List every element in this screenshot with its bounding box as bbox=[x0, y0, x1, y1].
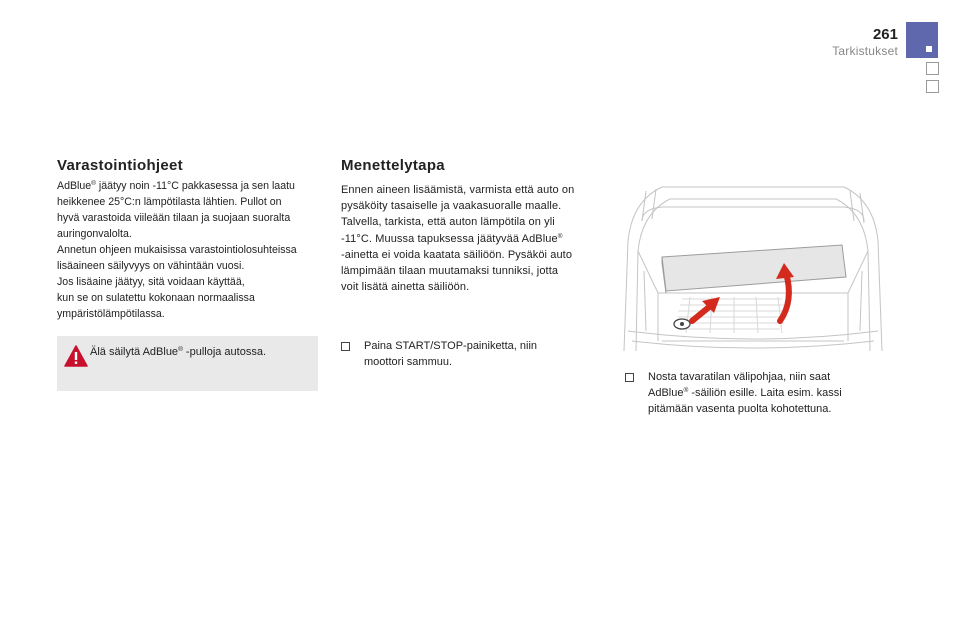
section-name: Tarkistukset bbox=[832, 44, 898, 58]
warning-icon bbox=[64, 344, 88, 368]
procedure-body bbox=[341, 182, 603, 295]
tab-marker bbox=[926, 46, 932, 52]
procedure-line: voit lisätä ainetta säiliöön. bbox=[341, 281, 470, 294]
step-1-text: Paina START/STOP-painiketta, niin moottori sammuu. bbox=[364, 340, 538, 369]
procedure-line: Talvella, tarkista, että auton lämpötila on yli bbox=[341, 216, 555, 229]
chapter-tab-box-2 bbox=[926, 80, 939, 93]
storage-line: kun se on sulatettu kokonaan normaalissa bbox=[57, 292, 255, 304]
procedure-line: lämpimään tilaan muutamaksi tunniksi, jotta bbox=[341, 265, 559, 278]
warning-callout bbox=[57, 336, 318, 391]
storage-line: Annetun ohjeen mukaisissa varastointiolosuhteissa bbox=[57, 244, 297, 256]
chapter-tab-active bbox=[906, 22, 938, 58]
procedure-line: -ainetta ei voida kaatata säiliöön. Pysäköi auto bbox=[341, 248, 573, 261]
page-number: 261 bbox=[872, 26, 898, 43]
checkbox-bullet-icon bbox=[625, 373, 634, 382]
procedure-line: pysäköity tasaiselle ja vaakasuoralle maalle. bbox=[341, 200, 562, 213]
step-2-text: Nosta tavaratilan välipohjaa, niin saat AdBlue® -säiliön esille. Laita esim. kassi pitämään vasenta puolta kohotettuna. bbox=[648, 371, 842, 416]
storage-line: auringonvalolta. bbox=[57, 228, 132, 240]
storage-line: hyvä varastoida viileään tilaan ja suojaan suoralta bbox=[57, 212, 291, 224]
chapter-tab-box-1 bbox=[926, 62, 939, 75]
trunk-illustration bbox=[622, 181, 884, 355]
storage-line: lisäaineen säilyvyys on vähintään vuosi. bbox=[57, 260, 245, 272]
warning-text: Älä säilytä AdBlue® -pulloja autossa. bbox=[90, 346, 267, 358]
storage-line: Jos lisäaine jäätyy, sitä voidaan käyttää, bbox=[57, 276, 245, 288]
procedure-heading: Menettelytapa bbox=[341, 157, 445, 174]
procedure-line: -11°C. Muussa tapuksessa jäätyvää AdBlue® bbox=[341, 232, 563, 245]
procedure-line: Ennen aineen lisäämistä, varmista että auto on bbox=[341, 184, 575, 196]
storage-line: heikkenee 25°C:n lämpötilasta lähtien. Pullot on bbox=[57, 196, 282, 208]
storage-heading: Varastointiohjeet bbox=[57, 157, 183, 174]
storage-body bbox=[57, 178, 319, 322]
storage-line: AdBlue® jäätyy noin -11°C pakkasessa ja sen laatu bbox=[57, 180, 295, 192]
checkbox-bullet-icon bbox=[341, 342, 350, 351]
storage-line: ympäristölämpötilassa. bbox=[57, 308, 165, 320]
